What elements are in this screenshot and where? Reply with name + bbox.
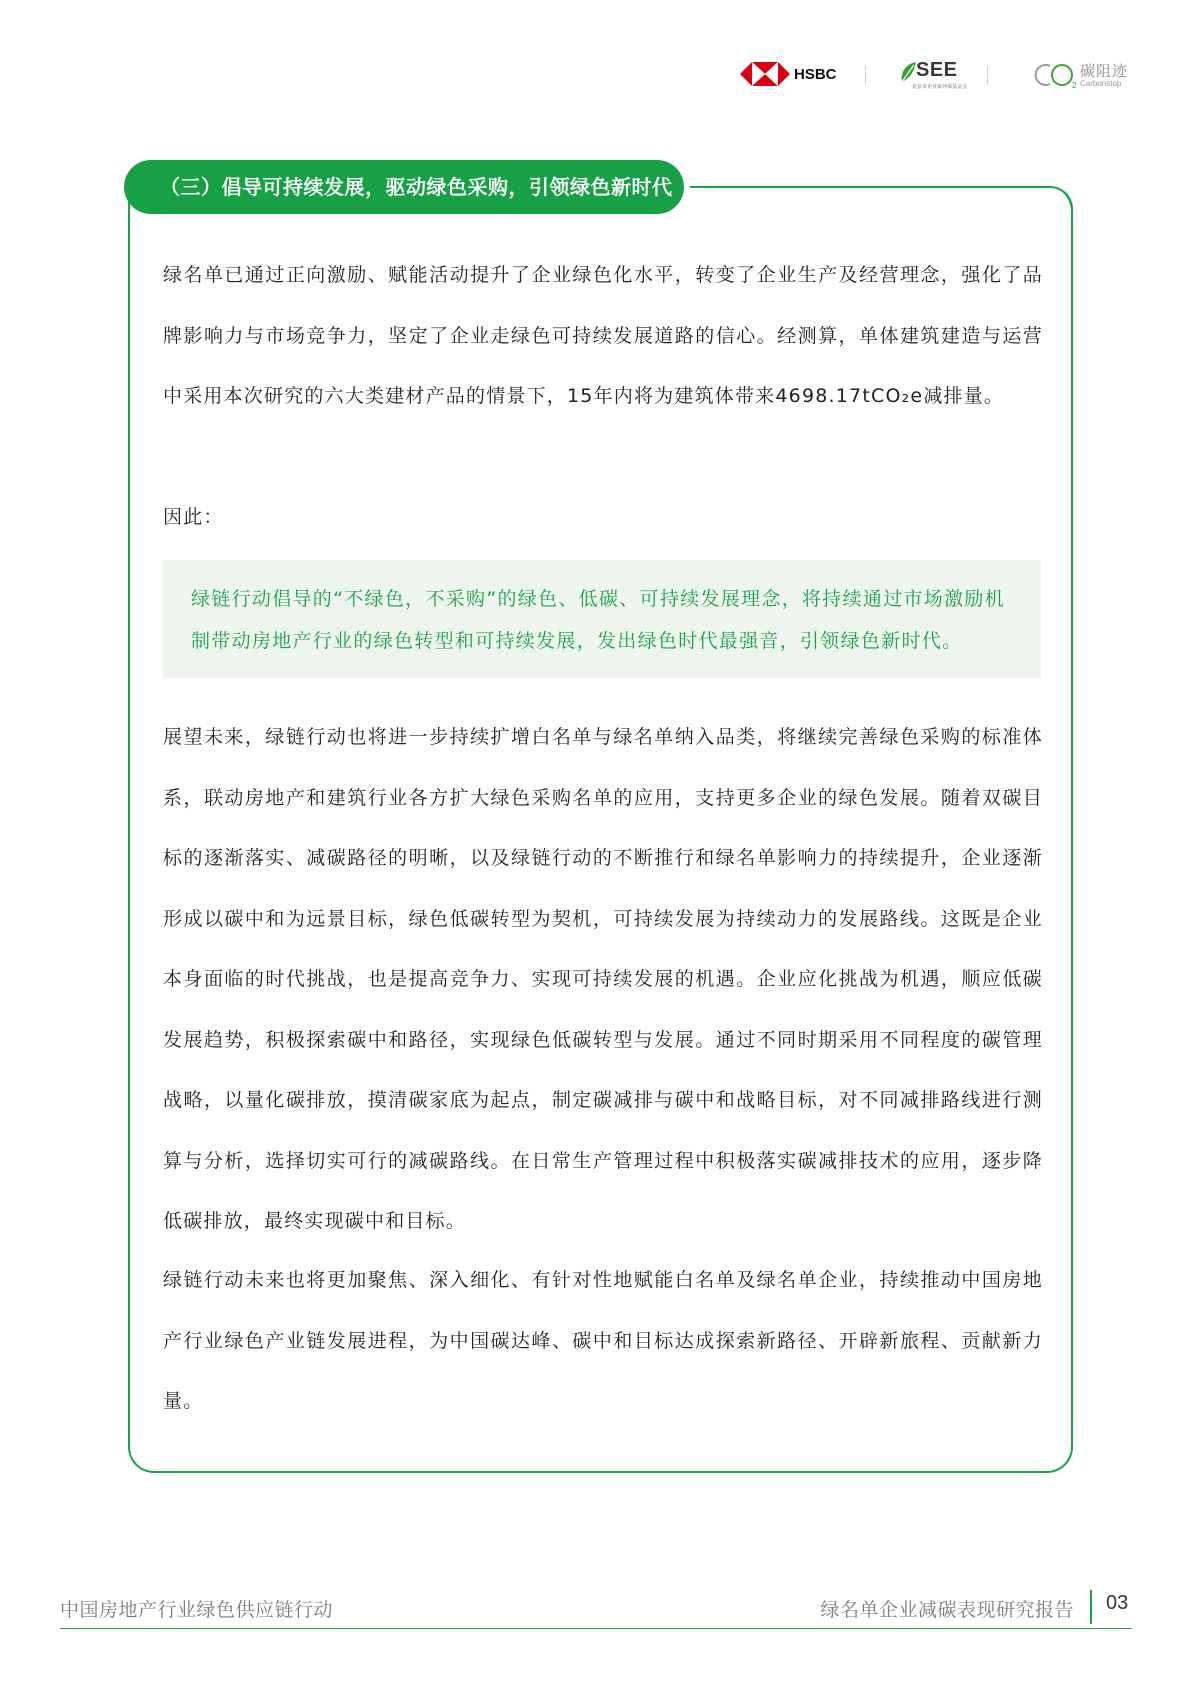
carbonstop-logo-en: Carbonstop <box>1080 79 1122 88</box>
frame-top-right-corner <box>1050 186 1073 209</box>
svg-text:2: 2 <box>1072 81 1077 90</box>
frame-top-line <box>690 186 1050 188</box>
page-number: 03 <box>1106 1592 1129 1614</box>
paragraph-4: 绿链行动未来也将更加聚焦、深入细化、有针对性地赋能白名单及绿名单企业，持续推动中国房地产行业绿色产业链发展进程，为中国碳达峰、碳中和目标达成探索新路径、开辟新旅程、贡献新力量。 <box>163 1269 1043 1412</box>
highlight-text: 绿链行动倡导的“不绿色，不采购”的绿色、低碳、可持续发展理念，将持续通过市场激励机制带动房地产行业的绿色转型和可持续发展，发出绿色时代最强音，引领绿色新时代。 <box>191 588 1005 652</box>
see-logo <box>898 58 970 92</box>
highlight-box <box>163 560 1041 678</box>
paragraph-3: 展望未来，绿链行动也将进一步持续扩增白名单与绿名单纳入品类，将继续完善绿色采购的标准体系，联动房地产和建筑行业各方扩大绿色采购名单的应用，支持更多企业的绿色发展。随着双碳目标的逐渐落实、减碳路径的明晰，以及绿链行动的不断推行和绿名单影响力的持续提升，企业逐渐形成以碳中和为远景目标，绿色低碳转型为契机，可持续发展为持续动力的发展路线。这既是企业本身面临的时代挑战，也是提高竞争力、实现可持续发展的机遇。企业应化挑战为机遇，顺应低碳发展趋势，积极探索碳中和路径，实现绿色低碳转型与发展。通过不同时期采用不同程度的碳管理战略，以量化碳排放，摸清碳家底为起点，制定碳减排与碳中和战略目标，对不同减排路线进行测算与分析，选择切实可行的减碳路线。在日常生产管理过程中积极落实碳减排技术的应用，逐步降低碳排放，最终实现碳中和目标。 <box>163 726 1043 1232</box>
footer-left-title: 中国房地产行业绿色供应链行动 <box>60 1599 334 1621</box>
carbonstop-logo-cn: 碳阻迹 <box>1080 62 1129 80</box>
paragraph-2: 因此： <box>163 506 224 528</box>
carbonstop-logo <box>1030 58 1140 92</box>
footer-divider <box>1090 1590 1092 1624</box>
hsbc-logo <box>740 60 850 90</box>
logo-divider <box>865 66 866 84</box>
co2-icon <box>1030 60 1078 90</box>
partner-logos <box>740 58 1140 92</box>
logo-divider <box>987 66 988 84</box>
footer-right-title: 绿名单企业减碳表现研究报告 <box>820 1599 1074 1621</box>
see-logo-subtitle: 北京市企业家环保基金会 <box>912 84 968 90</box>
see-logo-text: SEE <box>916 59 958 81</box>
hsbc-hexagon-icon <box>740 60 790 88</box>
paragraph-1: 绿名单已通过正向激励、赋能活动提升了企业绿色化水平，转变了企业生产及经营理念，强化了品牌影响力与市场竞争力，坚定了企业走绿色可持续发展道路的信心。经测算，单体建筑建造与运营中采用本次研究的六大类建材产品的情景下，15年内将为建筑体带来4698.17tCO₂e减排量。 <box>163 264 1043 407</box>
footer-rule <box>60 1628 1132 1629</box>
section-title: （三）倡导可持续发展，驱动绿色采购，引领绿色新时代 <box>124 160 684 214</box>
leaf-icon <box>898 60 918 84</box>
hsbc-logo-text: HSBC <box>794 66 837 83</box>
